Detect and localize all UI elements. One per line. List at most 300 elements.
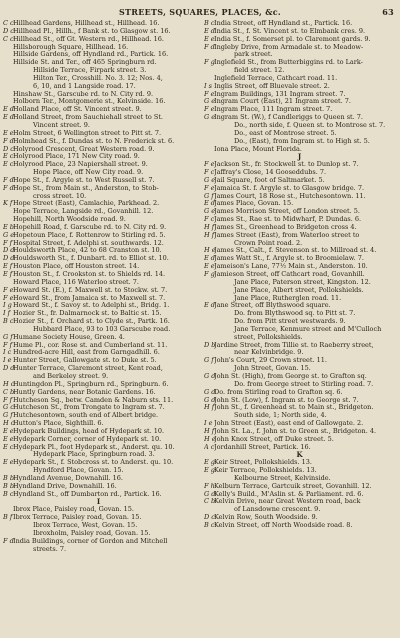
entry-text: Jamaica St. f. Argyle st. to Glasgow bridge. 7. [214, 184, 365, 192]
entry-text: India St., f. St. Vincent st. to Elmbank cres. 9. [214, 27, 366, 35]
page-title: STREETS, SQUARES, PLACES, &c. [118, 7, 282, 17]
directory-entry [3, 342, 194, 350]
page-header [6, 7, 394, 18]
entry-text: Houldsworth St., f. Dunbart. rd. to Elliot st. 10. [13, 255, 169, 263]
map-reference: G d [204, 387, 216, 396]
map-reference: G d [204, 489, 216, 498]
directory-entry [204, 161, 395, 169]
directory-entry [204, 271, 395, 279]
entry-text: Ibrox Terrace, West, Govan. 15. [33, 522, 138, 529]
entry-text: Hutcheson St., from Trongate to Ingram st. 7. [13, 404, 165, 412]
entry-text: Hydepark Corner, corner of Hydepark st. 10. [13, 435, 162, 443]
directory-entry [204, 232, 395, 240]
directory-entry [204, 357, 395, 365]
map-reference [3, 51, 13, 59]
map-reference [3, 91, 13, 99]
map-reference: E e [3, 458, 14, 467]
directory-entry [204, 420, 395, 428]
directory-entry [3, 444, 194, 452]
entry-text: Holyrood Place, 23 Napiershall street. 9. [13, 161, 148, 169]
map-reference: B b [3, 481, 15, 490]
entry-text: park street. [234, 51, 273, 59]
entry-text: Jardine Street, from Tillie st. to Raeberry street, [214, 341, 374, 349]
entry-text: Kelvin Street, off North Woodside road. 8. [214, 522, 353, 529]
entry-text: Kelly's Build., M'Aslin st. & Parliament. rd. 6. [214, 490, 364, 498]
directory-entry [3, 349, 194, 357]
map-reference: E e [3, 426, 14, 435]
directory-entry [3, 224, 194, 232]
directory-entry [204, 75, 395, 83]
map-reference: H e [204, 434, 216, 443]
entry-text: Jordanhill Street, Partick. 16. [214, 443, 311, 451]
directory-entry [204, 114, 395, 122]
entry-text: Hyndford Place, Govan. 15. [33, 467, 124, 475]
entry-text: James Place, Govan. 15. [214, 200, 294, 208]
map-reference: G e [3, 230, 15, 239]
map-reference: F f [3, 340, 12, 349]
map-reference: E d [204, 199, 215, 208]
directory-entry [3, 522, 194, 530]
entry-text: India St., f. Somerset pl. to Claremont gards. 9. [214, 35, 371, 43]
entry-text: Hozier St., f. Orchard st. to Clyde st., Partk. 16. [13, 318, 170, 326]
entry-text: Kelbourne Street, Kelvinside. [234, 474, 331, 482]
entry-text: Hillhead Gardens, Hillhead st., Hillhead. 16. [13, 20, 160, 27]
directory-entry [3, 302, 194, 310]
map-reference: G e [204, 113, 216, 122]
entry-text: John St. (Low), f. Ingram st. to George st. 7. [214, 396, 359, 404]
map-reference: F d [3, 136, 14, 145]
entry-text: Hutchesontown, south end of Albert bridge. [13, 412, 159, 420]
directory-entry [204, 91, 395, 99]
entry-text: Hope St., f. Argyle st. to West Russell st. 7. [13, 176, 155, 184]
directory-entry [204, 412, 395, 420]
directory-entry [204, 44, 395, 52]
directory-entry [3, 36, 194, 44]
entry-text: Hydepark Pl., foot Hydepark st., Anderst. qu. 10. [13, 443, 175, 451]
map-reference: E f [3, 262, 13, 271]
entry-text: Huntingdon Pl., Springburn rd., Springburn. 6. [13, 380, 169, 388]
map-reference: H c [3, 419, 15, 428]
directory-entry [204, 20, 395, 28]
map-reference: B c [3, 317, 14, 326]
map-reference: F d [3, 536, 14, 545]
map-reference: D d [3, 254, 15, 263]
directory-entry [3, 200, 194, 208]
entry-text: John St. (High), from George st. to Grafton sq. [214, 372, 367, 380]
map-reference: E g [204, 458, 215, 467]
entry-text: Howard Place, 116 Waterloo street. 7. [13, 278, 139, 286]
map-reference [204, 146, 214, 154]
map-reference: G e [204, 207, 216, 216]
entry-text: Howard St., from Jamaica st. to Maxwell st. 7. [13, 294, 166, 302]
map-reference [3, 83, 13, 91]
entry-text: Hope St., from Main st., Anderston, to Stob- [13, 184, 159, 192]
directory-entry [3, 263, 194, 271]
map-reference [204, 287, 214, 295]
map-reference: G f [204, 191, 214, 200]
map-reference: G d [204, 395, 216, 404]
map-reference [3, 208, 13, 216]
entry-text: Holm Street, 6 Wellington street to Pitt st. 7. [13, 129, 162, 137]
directory-entry [204, 491, 395, 499]
entry-text: James St., Calt., f. Stevenson st. to Millroad st. 4. [214, 247, 377, 255]
entry-text: John Knox Street, off Duke street. 5. [214, 435, 334, 443]
directory-entry [3, 334, 194, 342]
entry-text: Ibroxholm, Paisley road, Govan. 15. [33, 529, 151, 537]
directory-entry [3, 365, 194, 373]
map-reference: C c [3, 34, 14, 43]
entry-text: Kelburn Terrace, Gartcuik street, Govanhill. 12. [214, 482, 372, 490]
map-reference: E e [3, 434, 14, 443]
map-reference: G f [204, 356, 214, 365]
directory-entry [204, 98, 395, 106]
directory-entry [3, 255, 194, 263]
directory-entry [3, 467, 194, 475]
entry-text: Hundred-acre Hill, east from Garngadhill. 6. [13, 349, 160, 357]
map-reference: F e [204, 89, 215, 98]
directory-entry [204, 67, 395, 75]
directory-entry [3, 146, 194, 154]
directory-entry [204, 381, 395, 389]
map-reference: C b [3, 387, 15, 396]
entry-text: Kelvin Row, South Woodside. 9. [214, 514, 318, 522]
page-number: 63 [382, 7, 394, 17]
map-reference [204, 279, 214, 287]
directory-entry [3, 114, 194, 122]
entry-text: Hyndland Drive, Downahill. 16. [13, 482, 117, 490]
entry-text: Jameison's Lane, 77½ Main st., Anderston. 10. [214, 263, 368, 271]
entry-text: of Lansdowne crescent. 9. [234, 506, 321, 514]
entry-text: Jane Terrace, Kenmure street and M'Culloch [234, 325, 382, 333]
left-column [3, 20, 194, 632]
directory-entry [3, 530, 194, 538]
map-reference [204, 318, 214, 326]
directory-entry [204, 373, 395, 381]
directory-entry [204, 467, 395, 475]
entry-text: James St., Greenhead to Bridgeton cross 4. [214, 223, 357, 231]
directory-entry [204, 106, 395, 114]
map-reference: F d [3, 183, 14, 192]
directory-entry [204, 130, 395, 138]
directory-entry [3, 310, 194, 318]
directory-entry [3, 404, 194, 412]
map-reference: E g [204, 466, 215, 475]
entry-text: Hope Place, off New City road. 9. [33, 169, 144, 177]
directory-entry [3, 412, 194, 420]
directory-entry [3, 428, 194, 436]
entry-text: Inglefield St., from Butterbiggins rd. to Lark- [214, 59, 363, 67]
map-reference: F e [3, 285, 14, 294]
map-reference: D c [3, 26, 14, 35]
map-reference: I e [204, 419, 213, 428]
directory-entry [3, 28, 194, 36]
map-reference: D c [3, 144, 14, 153]
map-reference: F c [204, 168, 215, 177]
entry-text: and Berkeley street. 9. [33, 372, 109, 380]
map-reference: C b [204, 497, 216, 506]
directory-entry [204, 397, 395, 405]
directory-entry [3, 318, 194, 326]
entry-text: Keir Street, Pollokshields. 13. [214, 459, 312, 467]
map-reference: E d [3, 105, 14, 114]
directory-entry [3, 153, 194, 161]
map-reference: F e [204, 183, 215, 192]
map-reference: F c [204, 215, 215, 224]
entry-text: James St., Rae st. to Midwharf, P. Dundas. 6. [214, 216, 362, 224]
directory-entry [3, 538, 194, 546]
entry-text: Hope Street (East), Camlachie, Parkhead. 2. [13, 200, 160, 208]
entry-text: India Buildings, corner of Gordon and Mitchell [13, 537, 168, 545]
entry-text: Hunter Street, Gallowgate st. to Duke st. 5. [13, 357, 157, 365]
directory-entry [204, 122, 395, 130]
map-reference [3, 44, 13, 52]
directory-entry [204, 36, 395, 44]
entry-text: Iona Place, Mount Florida. [214, 145, 302, 153]
entry-text: Hopehill Road, f. Garscube rd. to N. City rd. 9. [13, 223, 167, 231]
map-reference: E d [204, 301, 215, 310]
directory-entry [3, 397, 194, 405]
map-reference: H f [204, 230, 215, 239]
entry-text: Ibrox Terrace, Paisley road, Govan. 15. [13, 514, 142, 522]
entry-text: Hume Pl., cor. Rose st. and Cumberland st. 11. [13, 341, 168, 349]
directory-entry [3, 138, 194, 146]
entry-text: Hilton Ter., Crosshill. No. 3. 12; Nos. 4, [33, 74, 163, 82]
directory-entry [204, 177, 395, 185]
entry-text: Crown Point road. 2. [234, 239, 303, 247]
map-reference: H c [3, 379, 15, 388]
directory-entry [204, 522, 395, 530]
directory-entry [204, 28, 395, 36]
directory-entry [3, 208, 194, 216]
map-reference [3, 522, 13, 530]
entry-text: Hospital Street, f. Adelphi st. southwards. 12. [13, 239, 164, 247]
entry-text: Hillside Terrace, Firpark street. 3. [33, 67, 147, 75]
entry-text: Kelvin Drive, near Great Western road, back [214, 498, 361, 506]
map-reference: G c [3, 403, 14, 412]
map-reference: F e [204, 105, 215, 114]
entry-text: Do. from Blythswood sq. to Pitt st. 7. [234, 310, 356, 318]
directory-entry [204, 428, 395, 436]
directory-entry [204, 279, 395, 287]
directory-entry [3, 373, 194, 381]
entry-text: Jamieson Street, off Cathcart road, Govanhill. [214, 271, 365, 278]
directory-entry [204, 185, 395, 193]
entry-text: 6, 10, and 1 Langside road. 17. [33, 82, 136, 90]
entry-text: Hozier St., fr. Dalmarnock st. to Baltic st. 15. [13, 310, 162, 318]
directory-entry [204, 436, 395, 444]
entry-text: Hydepark St., f. Stobcross st. to Anderst. qu. 10. [13, 459, 174, 467]
directory-entry [3, 326, 194, 334]
directory-entry [3, 106, 194, 114]
map-reference [204, 130, 214, 138]
entry-text: Humane Society House, Green. 4. [13, 333, 125, 341]
directory-entry [204, 51, 395, 59]
map-reference [204, 122, 214, 130]
map-reference: F g [204, 58, 215, 67]
entry-text: Hutcheson Sq., betw. Camden & Naburn sts. 11. [13, 396, 174, 404]
map-reference [3, 546, 13, 554]
entry-text: Holland Street, from Sauchiehall street to St. [13, 114, 163, 122]
map-reference: H e [204, 246, 216, 255]
directory-entry [3, 287, 194, 295]
directory-entry [204, 169, 395, 177]
directory-entry [3, 91, 194, 99]
map-reference: D d [3, 246, 15, 255]
map-reference: I g [3, 301, 12, 310]
directory-entry [3, 514, 194, 522]
directory-entry [204, 287, 395, 295]
entry-text: Houston Place, off Houston street. 14. [13, 263, 140, 271]
map-reference: H f [204, 426, 215, 435]
directory-entry [3, 247, 194, 255]
map-reference [204, 310, 214, 318]
entry-text: Jane Place, Paterson street, Kingston. 12. [234, 278, 371, 286]
directory-entry [204, 83, 395, 91]
map-reference: A c [204, 442, 215, 451]
map-reference: I f [3, 309, 11, 318]
entry-text: John Street, Govan. 15. [234, 365, 311, 373]
entry-text: Hopehill, North Woodside road. 9. [13, 216, 126, 224]
map-reference [3, 67, 13, 75]
directory-entry [204, 349, 395, 357]
directory-entry [204, 216, 395, 224]
directory-entry [3, 279, 194, 287]
entry-text: Hutton's Place, Sighthill. 6. [13, 420, 104, 428]
map-reference: F e [3, 293, 14, 302]
entry-text: Holland Place, off St. Vincent street. 9. [13, 106, 142, 114]
map-reference: D d [3, 364, 15, 373]
entry-text: Hopetoun Place, f. Rottenrow to Stirling rd. 5. [13, 231, 166, 239]
entry-text: Inglis Street, off Bluevale street. 2. [214, 82, 330, 90]
entry-text: South side, 1; North side, 4. [234, 412, 327, 420]
entry-text: field street. 12. [234, 67, 285, 75]
map-reference: E c [3, 160, 14, 169]
directory-entry [204, 506, 395, 514]
directory-entry [204, 310, 395, 318]
entry-text: Ingram Place, 111 Ingram street. 7. [214, 106, 333, 114]
entry-text: Jaffray's Close, 14 Gooseddubs. 7. [214, 169, 327, 177]
map-reference: E e [204, 262, 215, 271]
entry-text: Howard St., f. Savoy st. to Adelphi st., Bridg. 1. [13, 302, 170, 310]
map-reference: F e [204, 160, 215, 169]
directory-entry [3, 389, 194, 397]
directory-entry [204, 255, 395, 263]
entry-text: Huntly Gardens, near Botanic Gardens. 16. [13, 388, 156, 396]
entry-text: Hyndland Avenue, Downahill. 16. [13, 474, 123, 482]
directory-entry [3, 130, 194, 138]
map-reference: E b [3, 222, 14, 231]
entry-text: Hydepark Buildings, head of Hydepark st. 10. [13, 427, 165, 435]
directory-entry [3, 232, 194, 240]
directory-entry [3, 295, 194, 303]
entry-text: Do., north side, f. Queen st. to Montrose st. 7. [234, 121, 386, 129]
entry-text: cross street. 10. [33, 192, 87, 200]
map-reference: C c [3, 20, 14, 27]
map-reference: F f [3, 238, 12, 247]
map-reference [204, 326, 214, 334]
map-reference: E c [3, 152, 14, 161]
map-reference: G e [204, 97, 216, 106]
entry-text: Jane Street, off Blythswood square. [214, 302, 331, 310]
directory-entry [3, 122, 194, 130]
map-reference: F d [3, 175, 14, 184]
entry-text: streets. 7. [33, 545, 67, 553]
map-reference: I c [3, 348, 12, 357]
entry-text: Do., east of Montrose street. 5. [234, 129, 337, 137]
directory-entry [204, 514, 395, 522]
directory-entry [204, 498, 395, 506]
entry-text: John St., f. Greenhead st. to Main st., Bridgeton. [214, 404, 374, 412]
directory-entry [204, 295, 395, 303]
map-reference: B c [204, 20, 215, 27]
map-reference: B c [3, 489, 14, 498]
directory-entry [204, 459, 395, 467]
section-letter: K [296, 450, 303, 460]
directory-entry [3, 51, 194, 59]
map-reference: E f [3, 270, 13, 278]
map-reference [204, 138, 214, 146]
directory-entry [204, 365, 395, 373]
entry-text: Hyndland St., off Dumbarton rd., Partick. 16. [13, 490, 162, 498]
map-reference: E d [204, 254, 215, 263]
map-reference: G e [204, 175, 216, 184]
entry-text: Ingram Court (East), 21 Ingram street. 7. [214, 98, 351, 106]
directory-entry [3, 161, 194, 169]
entry-text: Inglefield Terrace, Cathcart road. 11. [214, 74, 338, 82]
map-reference: I e [3, 356, 12, 365]
directory-entry [204, 193, 395, 201]
entry-text: Hubbard Place, 93 to 103 Garscube road. [33, 325, 171, 333]
map-reference [3, 75, 13, 83]
section-letter: I [96, 497, 101, 507]
map-reference: I s [204, 81, 212, 90]
entry-text: John's Court, 29 Crown street. 11. [214, 357, 327, 365]
directory-entry [3, 451, 194, 459]
directory-entry [204, 334, 395, 342]
directory-entry [3, 381, 194, 389]
map-reference: H f [204, 222, 215, 231]
entry-text: Jane Place, Albert street, Pollokshields. [234, 286, 364, 294]
directory-entry [204, 224, 395, 232]
entry-text: street, Pollokshields. [234, 333, 303, 341]
directory-entry [3, 271, 194, 279]
directory-entry [3, 193, 194, 201]
directory-entry [204, 247, 395, 255]
directory-entry [204, 404, 395, 412]
entry-text: Hinshaw St., Garscube rd. to N. City rd. 9. [13, 90, 154, 98]
entry-text: Holborn Ter., Montgomerie st., Kelvinside. 16. [13, 98, 166, 106]
map-reference: E d [3, 113, 14, 122]
directory-entry [3, 483, 194, 491]
entry-text: Do. from George street to Stirling road. 7. [234, 380, 374, 388]
entry-text: Hillside Gardens, off Hyndland rd., Partick. 16. [13, 51, 169, 59]
map-reference: F g [204, 270, 215, 278]
directory-entry [3, 475, 194, 483]
map-reference [3, 59, 13, 67]
entry-text: Holyrood Crescent, Great Western road. 9. [13, 145, 155, 153]
directory-entry [204, 200, 395, 208]
directory-entry [204, 389, 395, 397]
directory-entry [3, 357, 194, 365]
entry-text: India Street, off Hyndland st., Partick. 16. [214, 20, 353, 27]
entry-text: Hillside St. and Ter., off 465 Springburn rd. [13, 59, 157, 67]
directory-entry [204, 138, 395, 146]
entry-text: Jail Square, foot of Saltmarket. 5. [214, 176, 325, 184]
map-reference: E e [3, 128, 14, 137]
entry-text: Ingleby Drive, from Armadale st. to Meadow- [214, 43, 364, 51]
entry-text: Holmhead St., f. Dundas st. to N. Frederick st. 6. [13, 137, 175, 145]
entry-text: Hunter Terrace, Claremont street, Kent road, [13, 365, 163, 373]
